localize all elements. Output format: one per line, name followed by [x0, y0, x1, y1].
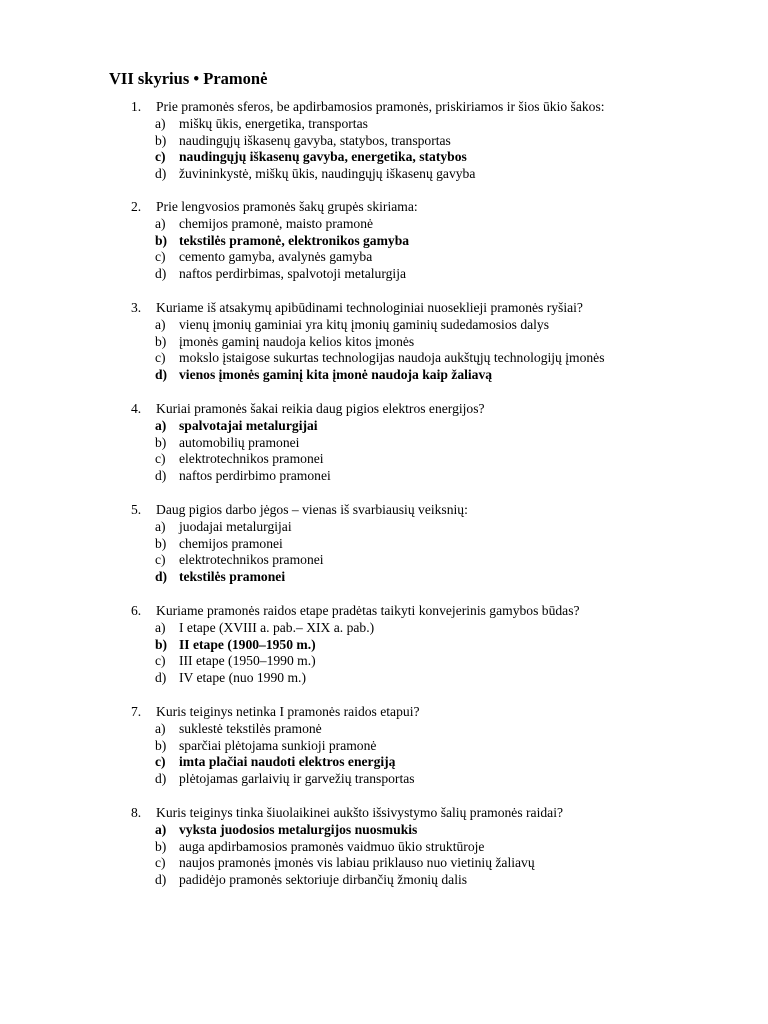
question-text: Daug pigios darbo jėgos – vienas iš svarbiausių veiksnių:	[156, 502, 468, 517]
answer-option	[131, 116, 731, 133]
option-letter: a)	[155, 316, 166, 332]
option-letter: d)	[155, 468, 167, 484]
option-text: suklestė tekstilės pramonė	[179, 720, 322, 736]
question-text: Prie lengvosios pramonės šakų grupės skiriama:	[156, 199, 418, 214]
answer-option	[131, 334, 731, 351]
answer-option	[131, 872, 731, 889]
option-letter: d)	[155, 266, 167, 282]
question-stem	[131, 401, 731, 418]
answer-option-correct	[131, 418, 731, 435]
option-letter: a)	[155, 720, 166, 736]
option-text: elektrotechnikos pramonei	[179, 451, 324, 467]
answer-option	[131, 519, 731, 536]
option-letter: b)	[155, 333, 167, 349]
answer-option	[131, 133, 731, 150]
question-number: 7.	[131, 704, 142, 719]
answer-option	[131, 771, 731, 788]
answer-option	[131, 350, 731, 367]
question-8	[131, 805, 731, 889]
option-text: įmonės gaminį naudoja kelios kitos įmonės	[179, 333, 415, 349]
answer-option	[131, 249, 731, 266]
question-6	[131, 603, 731, 687]
question-number: 4.	[131, 401, 142, 416]
question-number: 1.	[131, 99, 142, 114]
option-letter: a)	[155, 518, 166, 534]
question-text: Kuriame pramonės raidos etape pradėtas taikyti konvejerinis gamybos būdas?	[156, 603, 580, 618]
question-number: 2.	[131, 199, 142, 214]
question-4	[131, 401, 731, 485]
option-letter: b)	[155, 132, 167, 148]
answer-option-correct	[131, 754, 731, 771]
option-text: vyksta juodosios metalurgijos nuosmukis	[179, 821, 418, 837]
question-7	[131, 704, 731, 788]
option-text: elektrotechnikos pramonei	[179, 552, 324, 568]
option-letter: c)	[155, 149, 166, 165]
answer-option-correct	[131, 367, 731, 384]
question-stem	[131, 603, 731, 620]
question-number: 8.	[131, 805, 142, 820]
answer-option-correct	[131, 149, 731, 166]
question-stem	[131, 199, 731, 216]
answer-option	[131, 536, 731, 553]
question-2	[131, 199, 731, 283]
answer-option	[131, 653, 731, 670]
option-letter: c)	[155, 249, 166, 265]
question-text: Kuris teiginys netinka I pramonės raidos etapui?	[156, 704, 420, 719]
option-text: chemijos pramonė, maisto pramonė	[179, 215, 374, 231]
question-number: 6.	[131, 603, 142, 618]
option-text: IV etape (nuo 1990 m.)	[179, 670, 306, 686]
option-text: cemento gamyba, avalynės gamyba	[179, 249, 373, 265]
option-letter: a)	[155, 115, 166, 131]
option-text: I etape (XVIII a. pab.– XIX a. pab.)	[179, 619, 375, 635]
option-text: vienų įmonių gaminiai yra kitų įmonių gaminių sudedamosios dalys	[179, 316, 550, 332]
option-letter: c)	[155, 754, 166, 770]
question-1	[131, 99, 731, 183]
option-text: auga apdirbamosios pramonės vaidmuo ūkio struktūroje	[179, 838, 485, 854]
answer-option	[131, 216, 731, 233]
option-letter: c)	[155, 653, 166, 669]
option-letter: b)	[155, 535, 167, 551]
option-text: naftos perdirbimo pramonei	[179, 468, 331, 484]
option-letter: b)	[155, 838, 167, 854]
chapter-title: VII skyrius • Pramonė	[109, 69, 268, 88]
option-text: II etape (1900–1950 m.)	[179, 636, 316, 652]
option-text: sparčiai plėtojama sunkioji pramonė	[179, 737, 377, 753]
question-stem	[131, 704, 731, 721]
option-text: naudingųjų iškasenų gavyba, statybos, transportas	[179, 132, 451, 148]
option-letter: d)	[155, 569, 168, 585]
answer-option-correct	[131, 569, 731, 586]
option-text: padidėjo pramonės sektoriuje dirbančių žmonių dalis	[179, 872, 468, 888]
option-text: tekstilės pramonė, elektronikos gamyba	[179, 232, 410, 248]
option-text: III etape (1950–1990 m.)	[179, 653, 316, 669]
answer-option-correct	[131, 233, 731, 250]
option-letter: c)	[155, 451, 166, 467]
option-letter: b)	[155, 636, 168, 652]
option-text: imta plačiai naudoti elektros energiją	[179, 754, 396, 770]
option-text: naudingųjų iškasenų gavyba, energetika, statybos	[179, 149, 467, 165]
option-text: plėtojamas garlaivių ir garvežių transportas	[179, 771, 415, 787]
option-letter: b)	[155, 737, 167, 753]
question-stem	[131, 805, 731, 822]
answer-option	[131, 670, 731, 687]
option-letter: c)	[155, 552, 166, 568]
answer-option	[131, 435, 731, 452]
answer-option	[131, 738, 731, 755]
option-letter: c)	[155, 855, 166, 871]
option-letter: c)	[155, 350, 166, 366]
answer-option	[131, 721, 731, 738]
option-text: mokslo įstaigose sukurtas technologijas naudoja aukštųjų technologijų įmonės	[179, 350, 605, 366]
option-letter: a)	[155, 417, 167, 433]
option-letter: a)	[155, 821, 167, 837]
question-3	[131, 300, 731, 384]
question-stem	[131, 99, 731, 116]
question-text: Prie pramonės sferos, be apdirbamosios pramonės, priskiriamos ir šios ūkio šakos:	[156, 99, 605, 114]
option-letter: d)	[155, 872, 167, 888]
answer-option	[131, 839, 731, 856]
option-text: automobilių pramonei	[179, 434, 300, 450]
option-text: spalvotajai metalurgijai	[179, 417, 318, 433]
option-text: naftos perdirbimas, spalvotoji metalurgija	[179, 266, 407, 282]
option-text: vienos įmonės gaminį kita įmonė naudoja kaip žaliavą	[179, 367, 493, 383]
option-letter: d)	[155, 367, 168, 383]
option-text: žuvininkystė, miškų ūkis, naudingųjų iškasenų gavyba	[179, 166, 476, 182]
question-number: 5.	[131, 502, 142, 517]
answer-option-correct	[131, 822, 731, 839]
option-letter: a)	[155, 619, 166, 635]
answer-option	[131, 317, 731, 334]
answer-option	[131, 266, 731, 283]
option-text: tekstilės pramonei	[179, 569, 286, 585]
question-5	[131, 502, 731, 586]
option-letter: d)	[155, 166, 167, 182]
option-text: juodajai metalurgijai	[179, 518, 292, 534]
option-letter: b)	[155, 434, 167, 450]
question-stem	[131, 300, 731, 317]
question-text: Kuriame iš atsakymų apibūdinami technologiniai nuoseklieji pramonės ryšiai?	[156, 300, 583, 315]
answer-option	[131, 166, 731, 183]
answer-option-correct	[131, 637, 731, 654]
option-text: naujos pramonės įmonės vis labiau priklauso nuo vietinių žaliavų	[179, 855, 535, 871]
question-text: Kuriai pramonės šakai reikia daug pigios elektros energijos?	[156, 401, 485, 416]
question-number: 3.	[131, 300, 142, 315]
option-letter: a)	[155, 215, 166, 231]
answer-option	[131, 552, 731, 569]
option-text: chemijos pramonei	[179, 535, 283, 551]
option-letter: d)	[155, 670, 167, 686]
option-letter: b)	[155, 232, 168, 248]
answer-option	[131, 468, 731, 485]
answer-option	[131, 855, 731, 872]
question-stem	[131, 502, 731, 519]
option-text: miškų ūkis, energetika, transportas	[179, 115, 368, 131]
answer-option	[131, 451, 731, 468]
question-text: Kuris teiginys tinka šiuolaikinei aukšto išsivystymo šalių pramonės raidai?	[156, 805, 564, 820]
option-letter: d)	[155, 771, 167, 787]
answer-option	[131, 620, 731, 637]
